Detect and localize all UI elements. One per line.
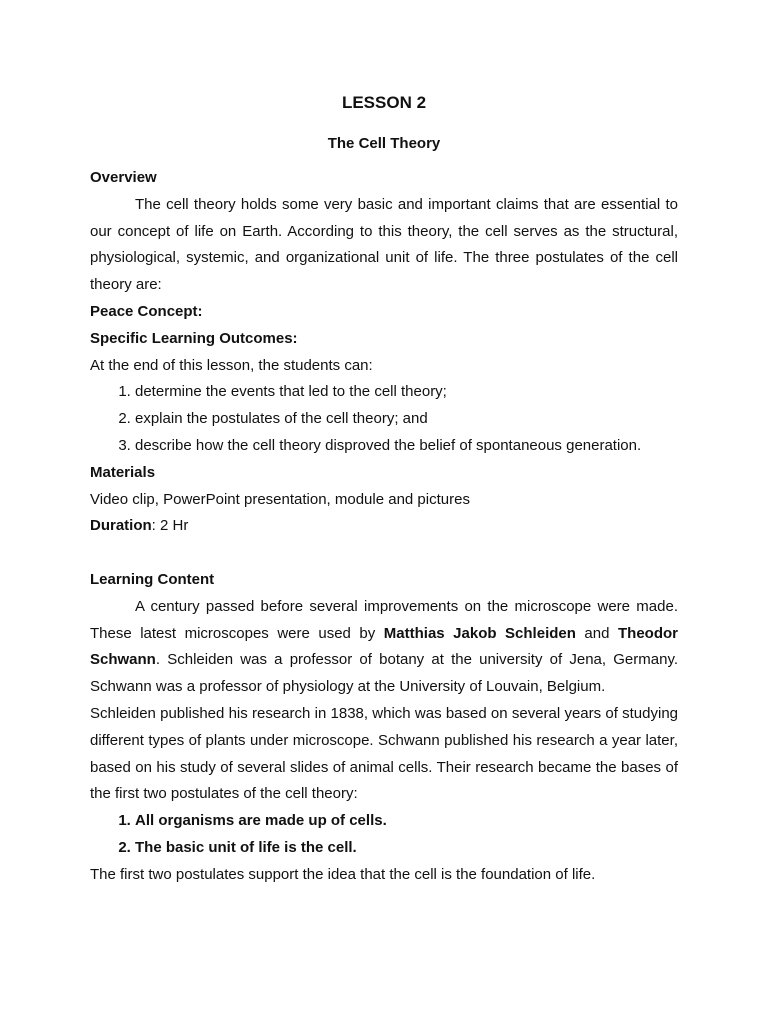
section-spacer — [90, 540, 678, 567]
outcomes-list — [90, 379, 678, 459]
postulate-item: 2. The basic unit of life is the cell. — [135, 835, 678, 862]
outcomes-heading: Specific Learning Outcomes: — [90, 329, 298, 347]
postulates-list — [90, 808, 678, 862]
learning-content-heading: Learning Content — [90, 570, 215, 588]
lesson-subtitle: The Cell Theory — [327, 135, 441, 152]
learning-content-conclusion: The first two postulates support the idea that the cell is the foundation of life. — [90, 865, 596, 883]
outcome-item: 3. describe how the cell theory disproved the belief of spontaneous generation. — [135, 433, 678, 460]
duration-line — [90, 513, 678, 540]
duration-label: Duration — [90, 517, 152, 535]
overview-text: The cell theory holds some very basic and important claims that are essential to our concept of life on Earth. According to this theory, the cell serves as the structural, physiological, systemic, and organizational unit of life. The three postulates of the cell theory are: — [90, 195, 678, 294]
peace-concept-heading: Peace Concept: — [90, 302, 203, 320]
postulate-item: 1. All organisms are made up of cells. — [135, 808, 678, 835]
scientist-name-schleiden: Matthias Jakob Schleiden — [383, 624, 576, 642]
para1-text-a: A century passed before several improvements on the microscope were made. These latest microscopes were used by — [90, 597, 678, 642]
outcome-item: 2. explain the postulates of the cell theory; and — [135, 406, 678, 433]
materials-text: Video clip, PowerPoint presentation, module and pictures — [90, 490, 470, 508]
duration-value: : 2 Hr — [151, 517, 189, 535]
learning-content-paragraph-2: Schleiden published his research in 1838, which was based on several years of studying different types of plants under microscope. Schwann published his research a year later, based on his study of several slides of animal cells. Their research became the bases of the first two postulates of the cell theory: — [90, 704, 678, 803]
para1-text-b: . Schleiden was a professor of botany at the university of Jena, Germany. Schwann was a professor of physiology at the University of Louvain, Belgium. — [90, 651, 678, 696]
materials-heading: Materials — [90, 463, 156, 481]
learning-content-paragraph-1 — [90, 594, 678, 701]
scientist-name-schwann: Theodor Schwann — [90, 624, 678, 669]
para1-conjunction: and — [575, 624, 618, 642]
outcomes-intro: At the end of this lesson, the students can: — [90, 356, 373, 374]
overview-heading: Overview — [90, 169, 157, 186]
outcome-item: 1. determine the events that led to the cell theory; — [135, 379, 678, 406]
document-body — [90, 165, 678, 889]
lesson-title: LESSON 2 — [341, 93, 427, 112]
